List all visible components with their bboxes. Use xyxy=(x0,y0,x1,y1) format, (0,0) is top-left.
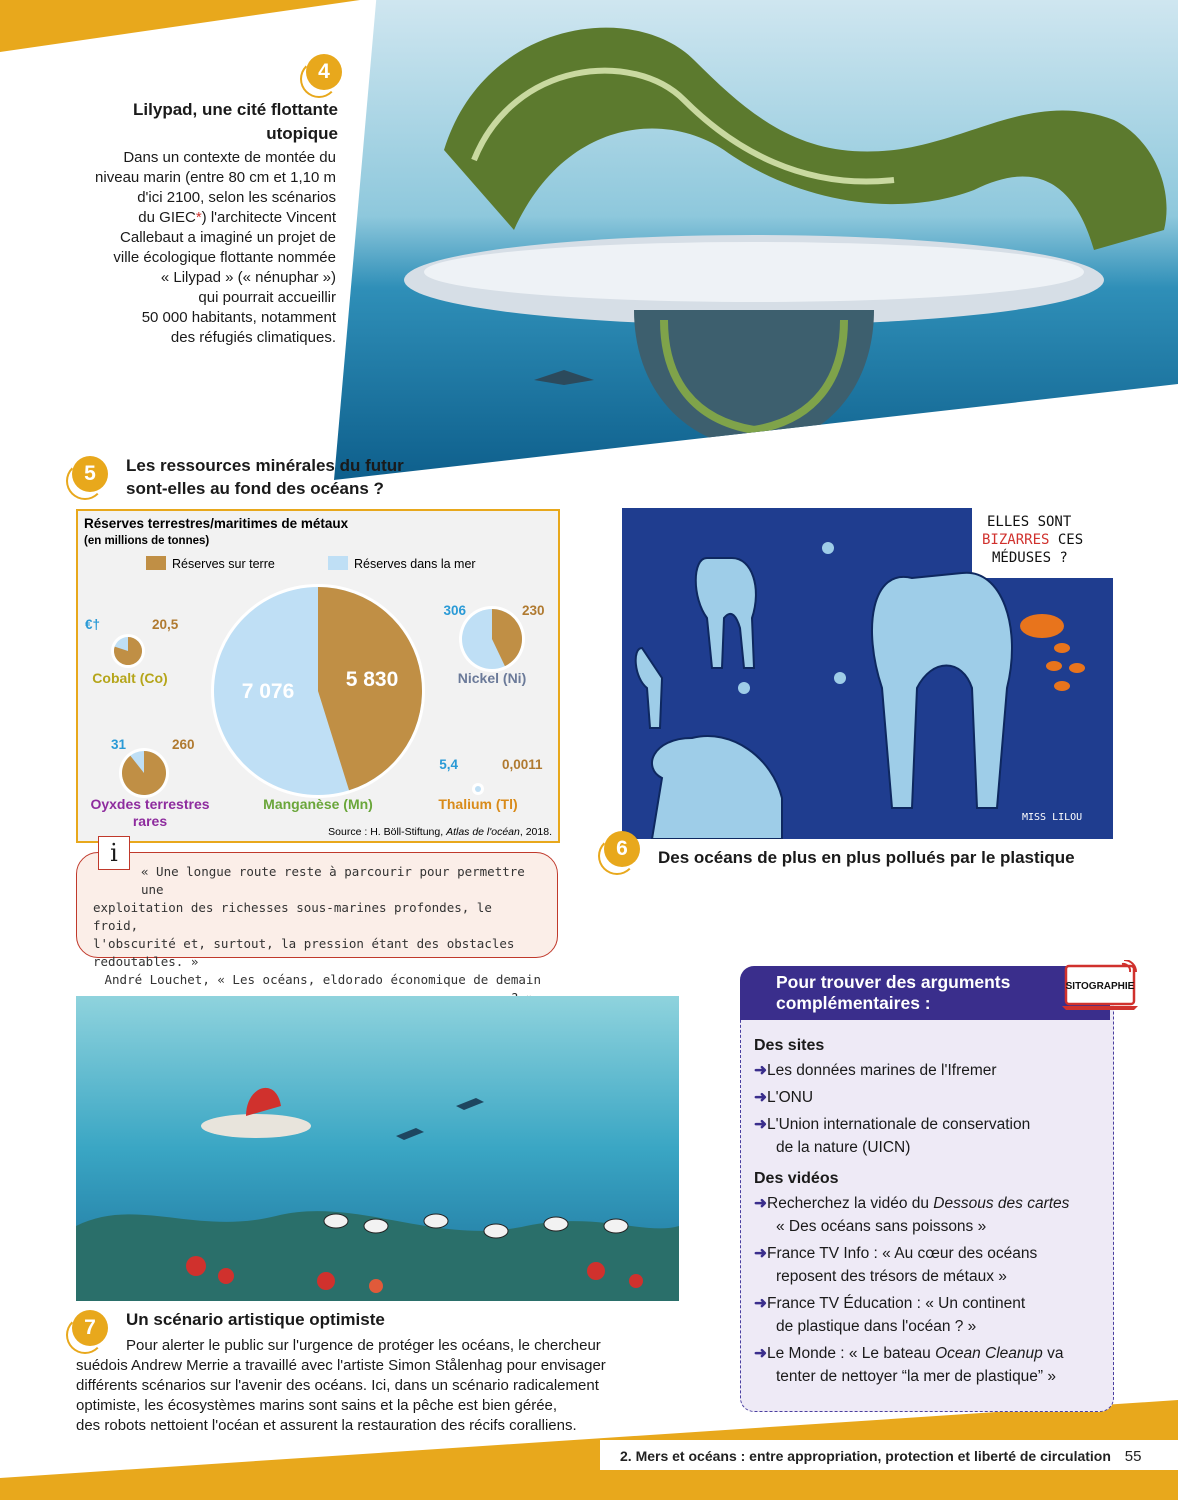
plastic-cartoon xyxy=(622,508,1113,839)
doc7-title: Un scénario artistique optimiste xyxy=(126,1310,385,1329)
info-icon: i xyxy=(98,836,130,870)
cartoon-bubble-line3: MÉDUSES ? xyxy=(992,550,1068,566)
doc7-text: Pour alerter le public sur l'urgence de protéger les océans, le chercheur suédois Andrew Merrie a travaillé avec l'artiste Simon Stålenhag pour envisager différents scénarios sur l'avenir des océans. Ici, dans un scénario radicalement optimiste, les écosystèmes marins sont sains et la pêche est bien gérée, des robots nettoient l'océan et assurent la restauration des récifs coralliens. xyxy=(76,1337,606,1434)
sitography-list xyxy=(754,1034,1104,1388)
sitography-header xyxy=(740,966,1110,1020)
pie-land-label: 230 xyxy=(522,603,545,618)
pie-land-label: 0,0011 xyxy=(502,757,543,772)
arrow-right-icon: ➜ xyxy=(754,1245,767,1262)
link-france-tv-info[interactable]: ➜France TV Info : « Au cœur des océans reposent des trésors de métaux » xyxy=(754,1245,1038,1285)
lilypad-photo xyxy=(334,0,1178,480)
chart-canvas xyxy=(78,511,558,841)
quote-line: exploitation des richesses sous-marines profondes, le froid, xyxy=(93,900,492,933)
laptop-icon xyxy=(1062,960,1142,1012)
pie-sea-label: 31 xyxy=(110,737,126,752)
legend-swatch-land xyxy=(146,556,166,570)
chart-title: Réserves terrestres/maritimes de métaux xyxy=(84,516,349,531)
pie-name: rares xyxy=(132,813,168,829)
pie-name: Cobalt (Co) xyxy=(92,670,168,686)
doc-number-badge: 6 xyxy=(598,831,642,871)
sitography-tag: SITOGRAPHIE xyxy=(1065,981,1135,992)
pie-land-label: 260 xyxy=(172,737,195,752)
doc4-title: Lilypad, une cité flottante utopique xyxy=(133,100,338,143)
legend-label-land: Réserves sur terre xyxy=(172,557,275,571)
pie-name: Oyxdes terrestres xyxy=(90,796,210,812)
pie-name: Thalium (Tl) xyxy=(438,796,518,812)
doc6-title: Des océans de plus en plus pollués par le plastique xyxy=(658,848,1075,867)
chart-source: Source : H. Böll-Stiftung, Atlas de l'océan, 2018. xyxy=(328,826,552,838)
arrow-right-icon: ➜ xyxy=(754,1195,767,1212)
ocean-scenario-illustration xyxy=(76,996,679,1301)
cartoon-bubble-line1: ELLES SONT xyxy=(987,514,1072,530)
cartoon-signature: MISS LILOU xyxy=(1022,812,1083,823)
sitography-title-line2: complémentaires : xyxy=(776,993,931,1013)
link-france-tv-education[interactable]: ➜France TV Éducation : « Un continent de plastique dans l'océan ? » xyxy=(754,1295,1026,1335)
pie-sea-label: 7 076 xyxy=(241,680,295,703)
arrow-right-icon: ➜ xyxy=(754,1116,767,1133)
chart-subtitle: (en millions de tonnes) xyxy=(84,535,210,547)
link-ifremer[interactable]: ➜Les données marines de l'Ifremer xyxy=(754,1062,997,1079)
doc-number-badge: 4 xyxy=(300,54,344,94)
corner-decoration xyxy=(0,0,360,52)
quote-box xyxy=(76,852,558,987)
cartoon-bubble-line2: BIZARRES CES xyxy=(982,532,1084,548)
arrow-right-icon: ➜ xyxy=(754,1345,767,1362)
page-number: 55 xyxy=(1124,1448,1142,1465)
doc5-title: Les ressources minérales du futur sont-elles au fond des océans ? xyxy=(126,456,404,498)
pie-land-label: 5 830 xyxy=(345,668,399,691)
pie-sea-label: €† xyxy=(84,617,100,632)
quote-line: « Une longue route reste à parcourir pour permettre une xyxy=(141,864,525,897)
metals-chart xyxy=(76,509,560,843)
footer xyxy=(620,1448,1141,1465)
videos-heading: Des vidéos xyxy=(754,1170,839,1187)
pie-land-label: 20,5 xyxy=(152,617,179,632)
doc-number-badge: 5 xyxy=(66,456,110,496)
pie-sea-label: 306 xyxy=(443,603,466,618)
arrow-right-icon: ➜ xyxy=(754,1295,767,1312)
quote-line: l'obscurité et, surtout, la pression étant des obstacles redoutables. » xyxy=(93,936,515,969)
link-le-monde[interactable]: ➜Le Monde : « Le bateau Ocean Cleanup va tenter de nettoyer “la mer de plastique” » xyxy=(754,1345,1064,1385)
pie-name: Manganèse (Mn) xyxy=(263,796,373,812)
link-uicn[interactable]: ➜L'Union internationale de conservation de la nature (UICN) xyxy=(754,1116,1031,1156)
chapter-title: Mers et océans : entre appropriation, protection et liberté de circulation xyxy=(635,1448,1111,1464)
link-dessous-des-cartes[interactable]: ➜Recherchez la vidéo du Dessous des cartes « Des océans sans poissons » xyxy=(754,1195,1070,1235)
legend-label-sea: Réserves dans la mer xyxy=(354,557,476,571)
sites-heading: Des sites xyxy=(754,1037,825,1054)
link-onu[interactable]: ➜L'ONU xyxy=(754,1089,814,1106)
sitography-title-line1: Pour trouver des arguments xyxy=(776,972,1011,992)
pie-sea-label: 5,4 xyxy=(439,757,458,772)
doc-number-badge: 7 xyxy=(66,1310,110,1350)
legend-swatch-sea xyxy=(328,556,348,570)
arrow-right-icon: ➜ xyxy=(754,1062,767,1079)
quote-author: André Louchet, « Les océans, eldorado économique de demain xyxy=(104,972,541,987)
doc4-text: Dans un contexte de montée du niveau marin (entre 80 cm et 1,10 m d'ici 2100, selon les scénarios du GIEC*) l'architecte Vincent Callebaut a imaginé un projet de ville écologique flottante nommée « Lilypad » (« nénuphar ») qui pourrait accueillir 50 000 habitants, notamment des réfugiés climatiques. xyxy=(95,149,336,346)
pie-slice-land xyxy=(122,751,166,795)
arrow-right-icon: ➜ xyxy=(754,1089,767,1106)
pie-name: Nickel (Ni) xyxy=(457,670,527,686)
chapter-number: 2. xyxy=(620,1448,632,1464)
